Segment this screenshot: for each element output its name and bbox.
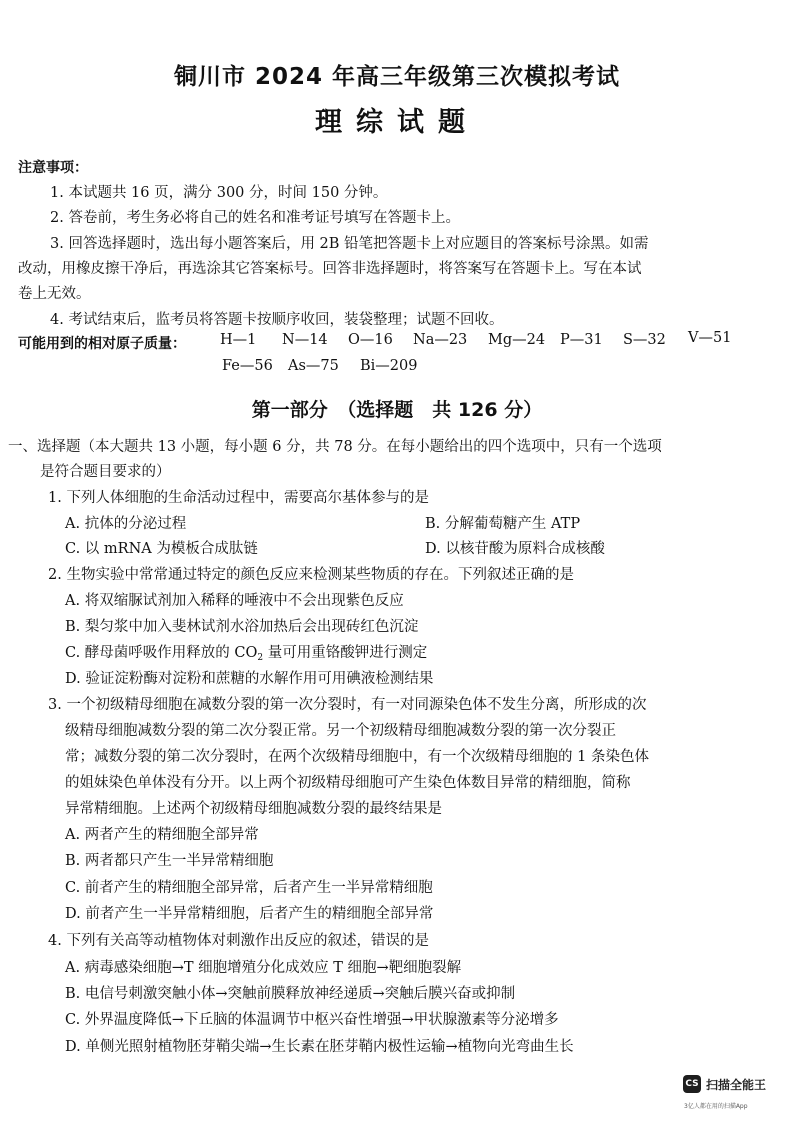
q4-stem: 4. 下列有关高等动植物体对刺激作出反应的叙述，错误的是 bbox=[48, 933, 429, 949]
note-3-cont: 改动，用橡皮擦干净后，再选涂其它答案标号。回答非选择题时，将答案写在答题卡上。写在本试 bbox=[18, 261, 642, 277]
exam-subtitle: 理综试题 bbox=[315, 107, 479, 138]
q4-option-b: B. 电信号刺激突触小体→突触前膜释放神经递质→突触后膜兴奋或抑制 bbox=[65, 986, 516, 1002]
q2-option-c-text-end: 量可用重铬酸钾进行测定 bbox=[263, 645, 428, 661]
note-3-end: 卷上无效。 bbox=[18, 286, 91, 302]
atomic-mass-item: S—32 bbox=[623, 332, 666, 348]
note-1: 1. 本试题共 16 页，满分 300 分，时间 150 分钟。 bbox=[50, 185, 388, 201]
atomic-mass-item: Fe—56 bbox=[222, 358, 273, 374]
q2-stem: 2. 生物实验中常常通过特定的颜色反应来检测某些物质的存在。下列叙述正确的是 bbox=[48, 567, 574, 583]
q3-option-d: D. 前者产生一半异常精细胞，后者产生的精细胞全部异常 bbox=[65, 906, 434, 922]
section-title: 第一部分 （选择题 共 126 分） bbox=[251, 399, 543, 421]
atomic-mass-label: 可能用到的相对原子质量： bbox=[18, 336, 186, 352]
q3-stem-line: 异常精细胞。上述两个初级精母细胞减数分裂的最终结果是 bbox=[65, 801, 442, 817]
part-intro-1: 一、选择题（本大题共 13 小题，每小题 6 分，共 78 分。在每小题给出的四个选项中，只有一个选项 bbox=[8, 439, 662, 455]
atomic-mass-item: As—75 bbox=[288, 358, 339, 374]
atomic-mass-item: H—1 bbox=[220, 332, 257, 348]
q3-option-c: C. 前者产生的精细胞全部异常，后者产生一半异常精细胞 bbox=[65, 880, 433, 896]
q1-option-c: C. 以 mRNA 为模板合成肽链 bbox=[65, 541, 258, 557]
q3-stem-line: 常；减数分裂的第二次分裂时，在两个次级精母细胞中，有一个次级精母细胞的 1 条染色体 bbox=[65, 749, 649, 765]
atomic-mass-item: Bi—209 bbox=[360, 358, 418, 374]
note-3: 3. 回答选择题时，选出每小题答案后，用 2B 铅笔把答题卡上对应题目的答案标号涂黑。如需 bbox=[50, 236, 649, 252]
q2-option-b: B. 梨匀浆中加入斐林试剂水浴加热后会出现砖红色沉淀 bbox=[65, 619, 419, 635]
q1-stem: 1. 下列人体细胞的生命活动过程中，需要高尔基体参与的是 bbox=[48, 490, 429, 506]
exam-title: 铜川市 2024 年高三年级第三次模拟考试 bbox=[173, 64, 621, 90]
q2-option-c-subscript: 2 bbox=[257, 653, 264, 663]
atomic-mass-item: P—31 bbox=[560, 332, 603, 348]
atomic-mass-item: Na—23 bbox=[413, 332, 468, 348]
camscanner-logo-icon: CS bbox=[683, 1075, 701, 1093]
atomic-mass-item: N—14 bbox=[282, 332, 328, 348]
q3-stem-line: 3. 一个初级精母细胞在减数分裂的第一次分裂时，有一对同源染色体不发生分离，所形成的次 bbox=[48, 697, 647, 713]
note-2: 2. 答卷前，考生务必将自己的姓名和准考证号填写在答题卡上。 bbox=[50, 210, 460, 226]
q2-option-a: A. 将双缩脲试剂加入稀释的唾液中不会出现紫色反应 bbox=[65, 593, 404, 609]
q3-option-a: A. 两者产生的精细胞全部异常 bbox=[65, 827, 259, 843]
q1-option-a: A. 抗体的分泌过程 bbox=[65, 516, 187, 532]
q4-option-a: A. 病毒感染细胞→T 细胞增殖分化成效应 T 细胞→靶细胞裂解 bbox=[65, 960, 462, 976]
q2-option-c bbox=[65, 641, 427, 663]
q3-stem-line: 级精母细胞减数分裂的第二次分裂正常。另一个初级精母细胞减数分裂的第一次分裂正 bbox=[65, 723, 616, 739]
part-intro-2: 是符合题目要求的） bbox=[40, 464, 171, 480]
notes-label: 注意事项： bbox=[18, 160, 88, 176]
atomic-mass-item: V—51 bbox=[688, 330, 732, 346]
q1-option-b: B. 分解葡萄糖产生 ATP bbox=[425, 516, 581, 532]
camscanner-brand: 扫描全能王 bbox=[706, 1078, 767, 1092]
atomic-mass-item: O—16 bbox=[348, 332, 393, 348]
note-4: 4. 考试结束后，监考员将答题卡按顺序收回，装袋整理；试题不回收。 bbox=[50, 312, 504, 328]
atomic-mass-item: Mg—24 bbox=[488, 332, 546, 348]
q3-stem-line: 的姐妹染色单体没有分开。以上两个初级精母细胞可产生染色体数目异常的精细胞，简称 bbox=[65, 775, 631, 791]
q4-option-d: D. 单侧光照射植物胚芽鞘尖端→生长素在胚芽鞘内极性运输→植物向光弯曲生长 bbox=[65, 1039, 574, 1055]
q2-option-c-text: C. 酵母菌呼吸作用释放的 CO bbox=[65, 645, 258, 661]
q1-option-d: D. 以核苷酸为原料合成核酸 bbox=[425, 541, 605, 557]
q3-option-b: B. 两者都只产生一半异常精细胞 bbox=[65, 853, 274, 869]
q2-option-d: D. 验证淀粉酶对淀粉和蔗糖的水解作用可用碘液检测结果 bbox=[65, 671, 434, 687]
camscanner-tagline: 3亿人都在用的扫描App bbox=[684, 1103, 748, 1110]
q4-option-c: C. 外界温度降低→下丘脑的体温调节中枢兴奋性增强→甲状腺激素等分泌增多 bbox=[65, 1012, 559, 1028]
